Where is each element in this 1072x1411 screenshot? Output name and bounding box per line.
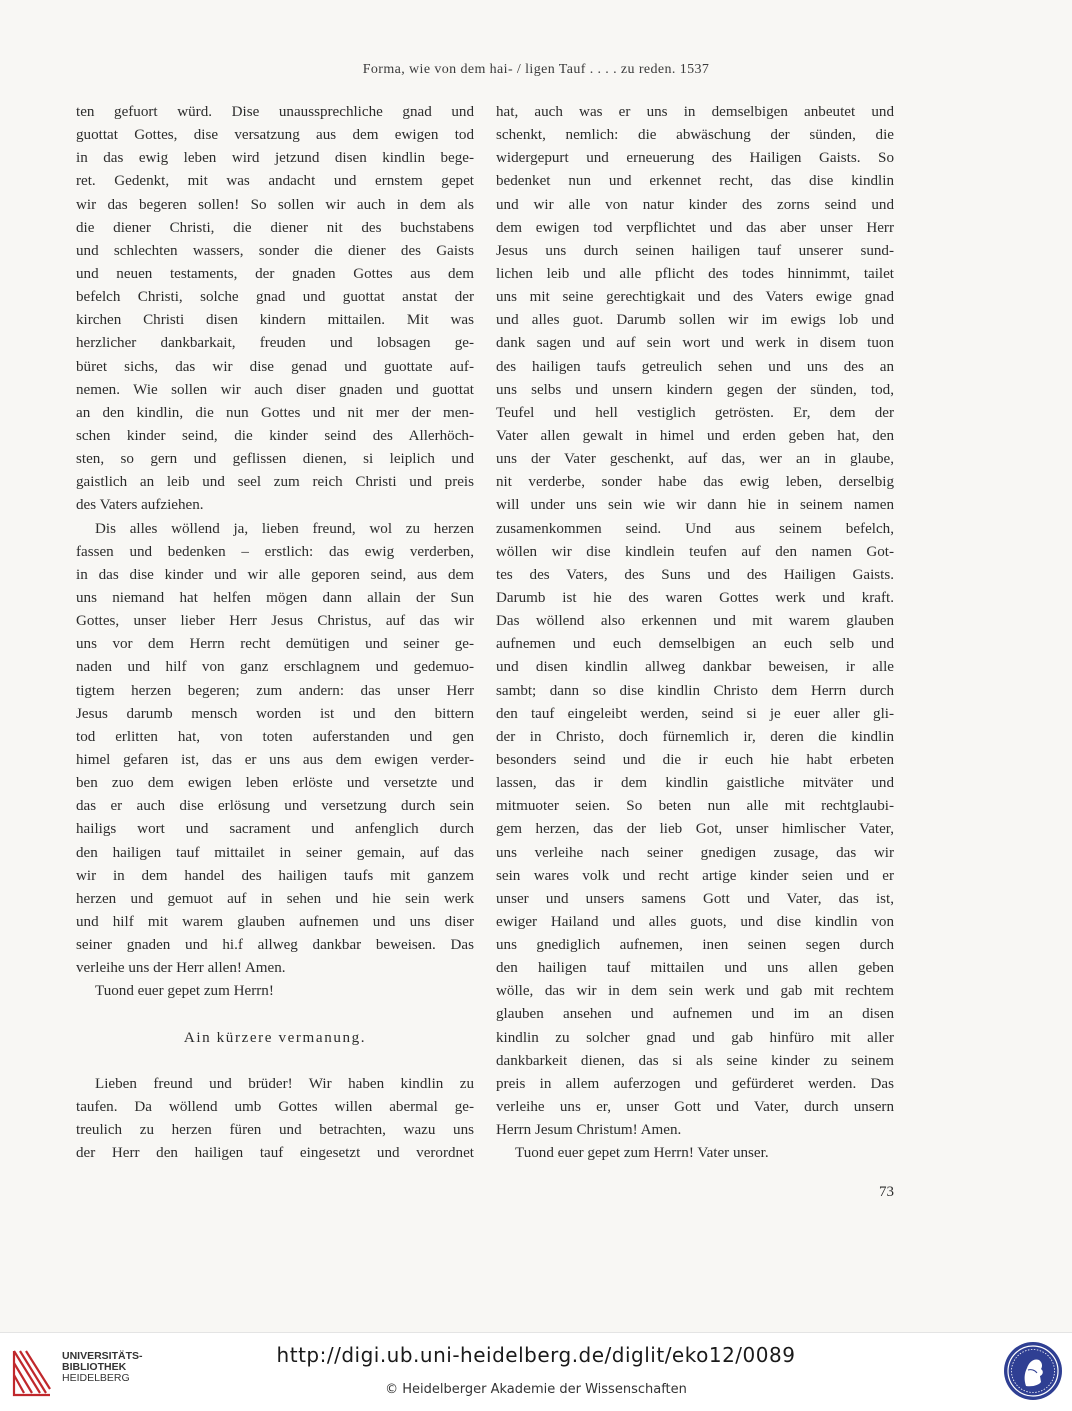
text-line: treulich zu herzen füren und betrachten, wazu uns (76, 1122, 474, 1139)
left-text-column (76, 101, 474, 1165)
text-line: dem ewigen tod verpflichtet und das aber unser Herr (496, 219, 894, 236)
text-line: uns der Vater geschenkt, auf das, wer an in glaube, (496, 451, 894, 468)
text-line: Tuond euer gepet zum Herrn! (95, 983, 274, 1000)
text-line: schen kinder seind, die kinder seind des Allerhöch- (76, 427, 474, 444)
text-line: Gottes, unser lieber Herr Jesus Christus, auf das wir (76, 613, 474, 630)
text-line: der in Christo, doch fürnemlich ir, deren die kindlin (496, 728, 894, 745)
blank-line (76, 1003, 474, 1026)
text-line: dank sagen und auf sein wort und werk in disem tuon (496, 335, 894, 352)
text-line: wir in dem handel des hailigen taufs mit ganzem (76, 867, 474, 884)
text-line: himel gefaren ist, das er uns aus dem ewigen verder- (76, 751, 474, 768)
text-line: zusamenkommen seind. Und aus seinem befelch, (496, 520, 894, 537)
text-line: besonders seind und die ir euch hie habt erbeten (496, 751, 894, 768)
text-line: und schlechten wassers, sonder die diener des Gaists (76, 242, 474, 259)
text-line: in das dise kinder und wir alle geporen seind, aus dem (76, 566, 474, 583)
text-line: naden und hilf von ganz erschlagnem und gedemuo- (76, 659, 474, 676)
section-heading: Ain kürzere vermanung. (183, 1029, 367, 1046)
academy-seal-icon (1002, 1340, 1064, 1402)
text-line: ewiger Hailand und alles guots, und dise kindlin von (496, 913, 894, 930)
text-line: und alles guot. Darumb sollen wir im ewigs lob und (496, 312, 894, 329)
text-line: an den kindlin, die nun Gottes und nit mer der men- (76, 404, 474, 421)
text-line: will under uns sein wie wir dann hie in seinem namen (496, 497, 894, 514)
text-line: tigtem herzen begeren; zum andern: das unser Herr (76, 682, 474, 699)
text-line: den tauf eingeleibt werden, seind si je euer aller gli- (496, 705, 894, 722)
text-line: uns niemand hat helfen mögen dann allain der Sun (76, 589, 474, 606)
text-line: befelch Christi, solche gnad und guottat anstat der (76, 289, 474, 306)
text-line: das er auch dise erlösung und versetzung durch sein (76, 798, 474, 815)
text-line: und hilf mit warem glauben aufnemen und uns diser (76, 913, 474, 930)
text-line: des hailigen taufs getreulich sehen und uns des an (496, 358, 894, 375)
text-line: lichen leib und alle pflicht des todes hinnimmt, tailet (496, 265, 894, 282)
text-line: Darumb ist hie des waren Gottes werk und kraft. (496, 589, 894, 606)
text-line: büret sichs, das wir dise genad und guottate auf- (76, 358, 474, 375)
library-name-line: UNIVERSITÄTS- (62, 1350, 143, 1362)
running-head: Forma, wie von dem hai- / ligen Tauf . . . . zu reden. 1537 (362, 62, 710, 77)
text-line: uns mit seine gerechtigkait und des Vaters ewige gnad (496, 289, 894, 306)
text-line: Herrn Jesum Christum! Amen. (496, 1122, 682, 1139)
right-text-column (496, 101, 894, 1165)
text-line: fassen und bedenken – erstlich: das ewig verderben, (76, 543, 474, 560)
text-line: des Vaters aufziehen. (76, 497, 204, 514)
text-line: tod erlitten hat, von toten auferstanden und gen (76, 728, 474, 745)
text-line: wir das begeren sollen! So sollen wir auch in dem als (76, 196, 474, 213)
text-line: herzlicher dankbarkait, freuden und lobsagen ge- (76, 335, 474, 352)
text-line: seiner gnaden und hi.f allweg dankbar beweisen. Das (76, 937, 474, 954)
text-line: Lieben freund und brüder! Wir haben kindlin zu (95, 1075, 474, 1092)
text-line: mitmuoter seien. So beten nun alle mit rechtglaubi- (496, 798, 894, 815)
text-line: preis in allem auferzogen und gefürderet werden. Das (496, 1075, 894, 1092)
text-line: kindlin zu solcher gnad und gab hinfüro mit aller (496, 1029, 894, 1046)
text-line: tes des Vaters, des Suns und des Hailigen Gaists. (496, 566, 894, 583)
text-line: schenkt, nemlich: die abwäschung der sünden, die (496, 127, 894, 144)
text-line: nemen. Wie sollen wir auch diser gnaden und guottat (76, 381, 474, 398)
text-line: nit verderbe, sonder habe das ewig leben, derselbig (496, 474, 894, 491)
text-line: guottat Gottes, dise versatzung aus dem ewigen tod (76, 127, 474, 144)
text-line: uns vor dem Herrn recht demütigen und seiner ge- (76, 636, 474, 653)
text-line: Jesus darumb mensch worden ist und den bittern (76, 705, 474, 722)
page-number: 73 (879, 1184, 894, 1200)
text-line: verleihe uns der Herr allen! Amen. (76, 960, 286, 977)
text-line: hailigs wort und sacrament und anfenglich durch (76, 821, 474, 838)
text-line: in das ewig leben wird jetzund disen kindlin bege- (76, 150, 474, 167)
text-line: den hailigen tauf mittailen und uns allen geben (496, 960, 894, 977)
text-line: uns gnediglich aufnemen, inen seinen segen durch (496, 937, 894, 954)
permalink-url[interactable]: http://digi.ub.uni-heidelberg.de/diglit/eko12/0089 (276, 1343, 796, 1367)
text-line: taufen. Da wöllend umb Gottes willen abermal ge- (76, 1099, 474, 1116)
text-line: gem herzen, das der lieb Got, unser himlischer Vater, (496, 821, 894, 838)
footer-bar (0, 1332, 1072, 1411)
text-line: kirchen Christi disen kindern mittailen. Mit was (76, 312, 474, 329)
text-line: uns verleihe nach seiner gnedigen zusage, das wir (496, 844, 894, 861)
text-line: die diener Christi, die diener nit des buchstabens (76, 219, 474, 236)
text-line: sambt; dann so dise kindlin Christo dem Herrn durch (496, 682, 894, 699)
text-line: Tuond euer gepet zum Herrn! Vater unser. (515, 1145, 769, 1162)
text-line: dankbarkeit dienen, das si als seine kinder zu seinem (496, 1052, 894, 1069)
blank-line (76, 1050, 474, 1073)
text-line: der Herr den hailigen tauf eingesetzt und verordnet (76, 1145, 474, 1162)
text-line: Das wöllend also erkennen und mit warem glauben (496, 613, 894, 630)
text-line: Dis alles wöllend ja, lieben freund, wol zu herzen (95, 520, 474, 537)
text-line: den hailigen tauf mittailet in seiner gemain, auf das (76, 844, 474, 861)
text-line: verleihe uns er, unser Gott und Vater, durch unsern (496, 1099, 894, 1116)
text-line: ret. Gedenkt, mit was andacht und ernstem gepet (76, 173, 474, 190)
text-line: sten, so gern und geflissen dienen, si leiplich und (76, 451, 474, 468)
text-line: und disen kindlin allweg dankbar beweisen, ir alle (496, 659, 894, 676)
text-line: Teufel und hell vestiglich getrösten. Er, dem der (496, 404, 894, 421)
library-name-line: HEIDELBERG (62, 1372, 130, 1384)
text-line: hat, auch was er uns in demselbigen anbeutet und (496, 104, 894, 120)
text-line: uns selbs und unsern kindern gegen der sünden, tod, (496, 381, 894, 398)
text-line: und neuen testaments, der gnaden Gottes aus dem (76, 265, 474, 282)
text-line: unser und unsers samens Gott und Vater, das ist, (496, 890, 894, 907)
text-line: wölle, das wir in dem sein werk und gab mit rechtem (496, 983, 894, 1000)
text-line: widergepurt und erneuerung des Hailigen Gaists. So (496, 150, 894, 167)
text-line: bedenket nun und erkennet recht, das dise kindlin (496, 173, 894, 190)
text-line: und wir alle von natur kinder des zorns seind und (496, 196, 894, 213)
library-name-line: BIBLIOTHEK (62, 1361, 127, 1373)
text-line: Vater allen gewalt in himel und erden geben hat, den (496, 427, 894, 444)
text-line: glauben ansehen und aufnemen und im an disen (496, 1006, 894, 1023)
text-line: lassen, das ir dem kindlin gaistliche mitväter und (496, 775, 894, 792)
text-line: aufnemen und euch demselbigen an euch selb und (496, 636, 894, 653)
text-line: ten gefuort würd. Dise unaussprechliche gnad und (76, 104, 474, 120)
text-line: sein wares volk und recht artige kinder seien und er (496, 867, 894, 884)
text-line: ben zuo dem ewigen leben erlöste und versetzte und (76, 775, 474, 792)
text-line: herzen und gemuot auf in sehen und hie sein werk (76, 890, 474, 907)
text-line: wöllen wir dise kindlein teufen auf den namen Got- (496, 543, 894, 560)
text-line: Jesus uns durch seinen hailigen tauf unserer sund- (496, 242, 894, 259)
copyright-notice: © Heidelberger Akademie der Wissenschaften (385, 1382, 687, 1397)
text-line: gaistlich an leib und seel zum reich Christi und preis (76, 474, 474, 491)
